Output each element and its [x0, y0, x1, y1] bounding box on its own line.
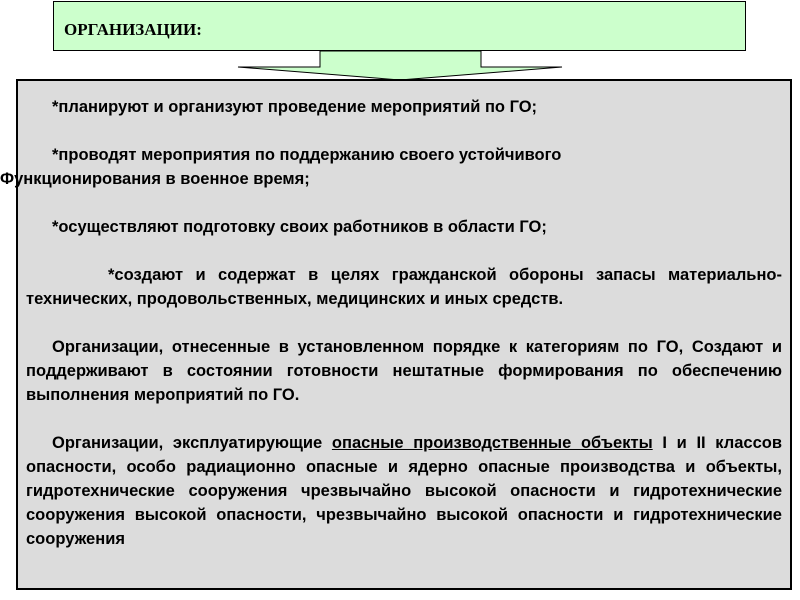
hazard-orgs-rest: I и II классов опасности, особо радиационно опасные и ядерно опасные производства и объекты, гидротехнические сооружения чрезвычайно высокой опасности и гидротехнические сооружения высокой опасности, чрезвычайно высокой опасности и гидротехнические сооружения	[26, 434, 782, 548]
category-orgs-line1: Организации, отнесенные в установленном порядке к категориям по ГО,	[52, 338, 684, 356]
duty-sustain	[0, 143, 782, 191]
duty-stock	[26, 263, 782, 311]
duty-train	[26, 215, 782, 239]
down-arrow-connector	[0, 0, 800, 82]
content-panel	[0, 79, 792, 590]
duty-sustain-line1: *проводят мероприятия по поддержанию своего устойчивого	[52, 146, 562, 164]
page-title: ОРГАНИЗАЦИИ:	[64, 20, 202, 39]
duty-train-text: *осуществляют подготовку своих работников в области ГО;	[52, 218, 547, 236]
duty-plan	[26, 95, 782, 119]
hazardous-objects-link[interactable]: опасные производственные объекты	[331, 434, 653, 452]
category-orgs	[26, 335, 782, 407]
duty-sustain-line2: Функционирования в военное время;	[0, 170, 310, 188]
category-orgs-rest: Создают и поддерживают в состоянии готовности нештатные формирования по обеспечению выполнения мероприятий по ГО.	[26, 338, 782, 404]
hazard-orgs	[26, 431, 782, 551]
hazard-orgs-start: Организации, эксплуатирующие	[52, 434, 332, 452]
duty-stock-text: *создают и содержат в целях гражданской обороны запасы материально-технических, продовольственных, медицинских и иных средств.	[26, 266, 782, 308]
duty-plan-text: *планируют и организуют проведение мероприятий по ГО;	[52, 98, 538, 116]
